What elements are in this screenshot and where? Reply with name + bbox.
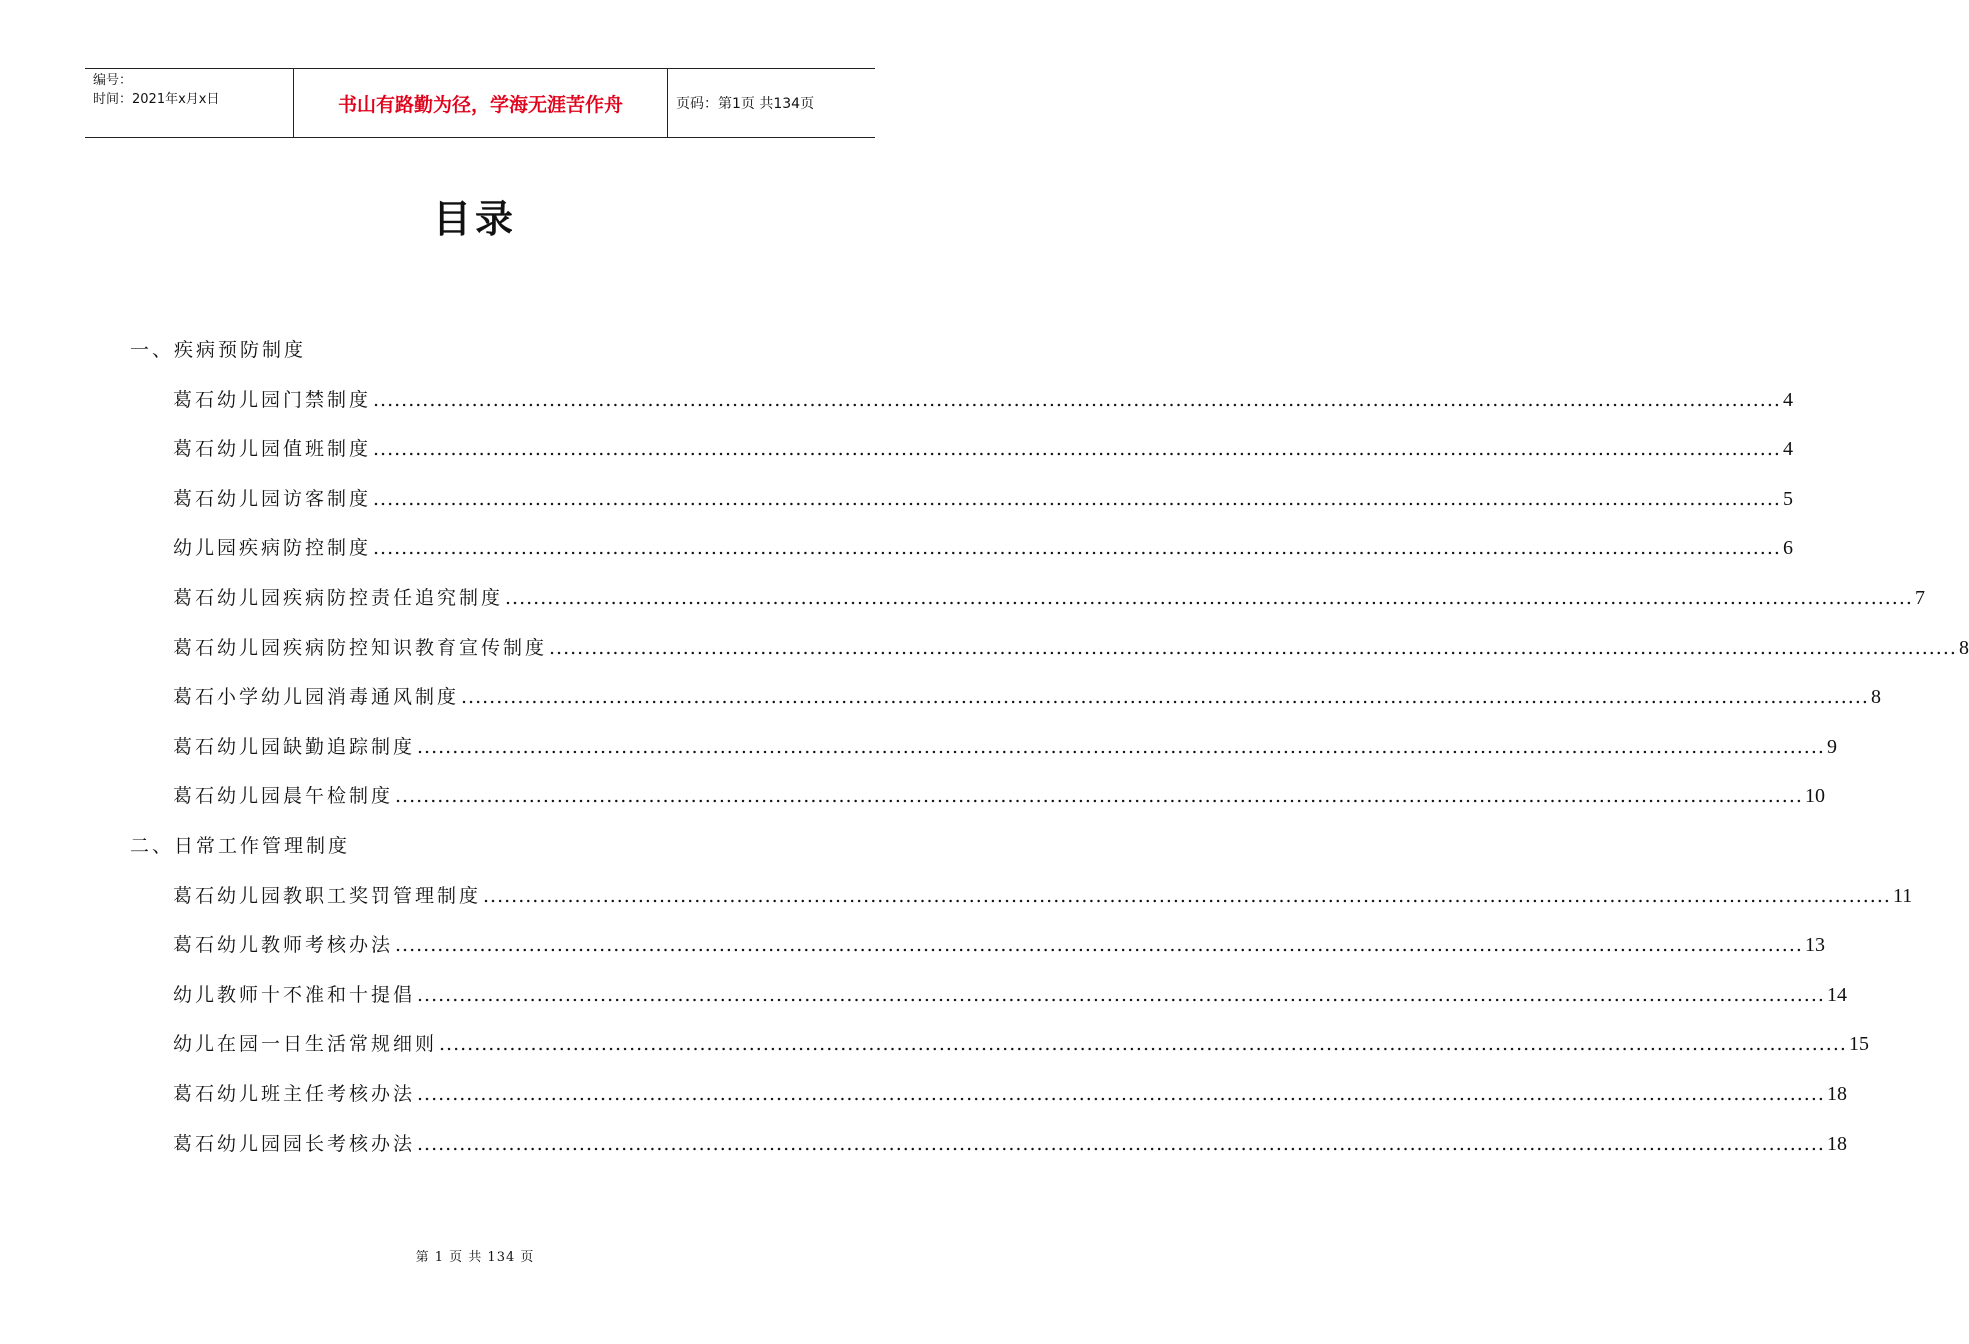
toc-leader-dots: ........................................................................................................................................................................................................ (417, 1132, 1825, 1155)
toc-entry-page: 4 (1782, 388, 1793, 411)
toc-entry-label: 葛石幼儿园值班制度 (173, 438, 372, 461)
toc-entry[interactable] (173, 781, 1825, 808)
toc-entry-label: 葛石幼儿园疾病防控责任追究制度 (173, 587, 504, 609)
toc-entry-label: 葛石幼儿园访客制度 (173, 487, 372, 510)
toc-entry[interactable] (173, 583, 1925, 610)
toc-entry-page: 15 (1848, 1033, 1869, 1056)
toc-entry-page: 5 (1782, 487, 1793, 510)
section-heading: 二、日常工作管理制度 (130, 835, 351, 857)
toc-leader-dots: ........................................................................................................................................................................................................ (417, 1083, 1825, 1105)
toc-entry-page: 18 (1826, 1132, 1847, 1155)
toc-entry[interactable] (173, 1129, 1847, 1156)
toc-leader-dots: ........................................................................................................................................................................................................ (483, 884, 1891, 907)
toc-entry-page: 4 (1782, 438, 1793, 461)
toc-entry-label: 幼儿在园一日生活常规细则 (173, 1033, 438, 1056)
toc-entry[interactable] (173, 434, 1793, 461)
header-motto: 书山有路勤为径，学海无涯苦作舟 (294, 69, 668, 137)
page-header (85, 68, 875, 138)
toc-entry[interactable] (173, 1029, 1869, 1056)
toc-entry[interactable] (173, 633, 1969, 660)
toc-entry-label: 葛石幼儿教师考核办法 (173, 934, 394, 957)
time-label: 时间：2021年x月x日 (93, 92, 220, 107)
toc-leader-dots: ........................................................................................................................................................................................................ (373, 537, 1781, 560)
section-heading: 一、疾病预防制度 (130, 339, 307, 361)
toc-entry[interactable] (173, 930, 1825, 957)
toc-entry[interactable] (173, 682, 1881, 709)
page-footer: 第 1 页 共 134 页 (415, 1250, 535, 1265)
toc-entry-label: 葛石小学幼儿园消毒通风制度 (173, 686, 460, 709)
toc-leader-dots: ........................................................................................................................................................................................................ (549, 636, 1957, 659)
toc-entry-label: 葛石幼儿园晨午检制度 (173, 785, 394, 808)
toc-entry-label: 葛石幼儿园疾病防控知识教育宣传制度 (173, 636, 548, 659)
toc-entry-label: 葛石幼儿班主任考核办法 (173, 1083, 416, 1105)
toc-entry-page: 7 (1914, 587, 1925, 609)
toc-entry-label: 葛石幼儿园门禁制度 (173, 388, 372, 411)
toc-entry-label: 幼儿教师十不准和十提倡 (173, 983, 416, 1006)
toc-entry-page: 11 (1892, 884, 1913, 907)
toc-leader-dots: ........................................................................................................................................................................................................ (461, 686, 1869, 709)
toc-entry-page: 13 (1804, 934, 1825, 957)
toc-entry-label: 葛石幼儿园园长考核办法 (173, 1132, 416, 1155)
toc-entry[interactable] (173, 980, 1847, 1007)
toc-entry[interactable] (173, 1079, 1847, 1106)
toc-entry-label: 幼儿园疾病防控制度 (173, 537, 372, 560)
toc-entry-page: 6 (1782, 537, 1793, 560)
toc-entry[interactable] (173, 881, 1913, 908)
toc-entry[interactable] (173, 484, 1793, 511)
toc-entry[interactable] (173, 385, 1793, 412)
toc-leader-dots: ........................................................................................................................................................................................................ (373, 438, 1781, 461)
toc-entry-page: 14 (1826, 983, 1847, 1006)
serial-label: 编号： (93, 73, 133, 88)
toc-leader-dots: ........................................................................................................................................................................................................ (373, 487, 1781, 510)
toc-entry-page: 8 (1870, 686, 1881, 709)
toc-entry-page: 10 (1804, 785, 1825, 808)
toc-entry[interactable] (173, 533, 1793, 560)
toc-entry-page: 9 (1826, 735, 1837, 758)
toc-leader-dots: ........................................................................................................................................................................................................ (417, 735, 1825, 758)
toc-leader-dots: ........................................................................................................................................................................................................ (505, 587, 1913, 609)
toc-leader-dots: ........................................................................................................................................................................................................ (417, 983, 1825, 1006)
toc-entry-page: 8 (1958, 636, 1969, 659)
header-page-info: 页码：第1页 共134页 (676, 96, 815, 112)
toc-leader-dots: ........................................................................................................................................................................................................ (439, 1033, 1847, 1056)
toc-entry-page: 18 (1826, 1083, 1847, 1105)
toc-leader-dots: ........................................................................................................................................................................................................ (373, 388, 1781, 411)
toc-leader-dots: ........................................................................................................................................................................................................ (395, 785, 1803, 808)
toc-entry[interactable] (173, 732, 1837, 759)
page-title: 目录 (432, 197, 517, 241)
toc-leader-dots: ........................................................................................................................................................................................................ (395, 934, 1803, 957)
toc-entry-label: 葛石幼儿园教职工奖罚管理制度 (173, 884, 482, 907)
toc-entry-label: 葛石幼儿园缺勤追踪制度 (173, 735, 416, 758)
header-meta (85, 69, 294, 137)
